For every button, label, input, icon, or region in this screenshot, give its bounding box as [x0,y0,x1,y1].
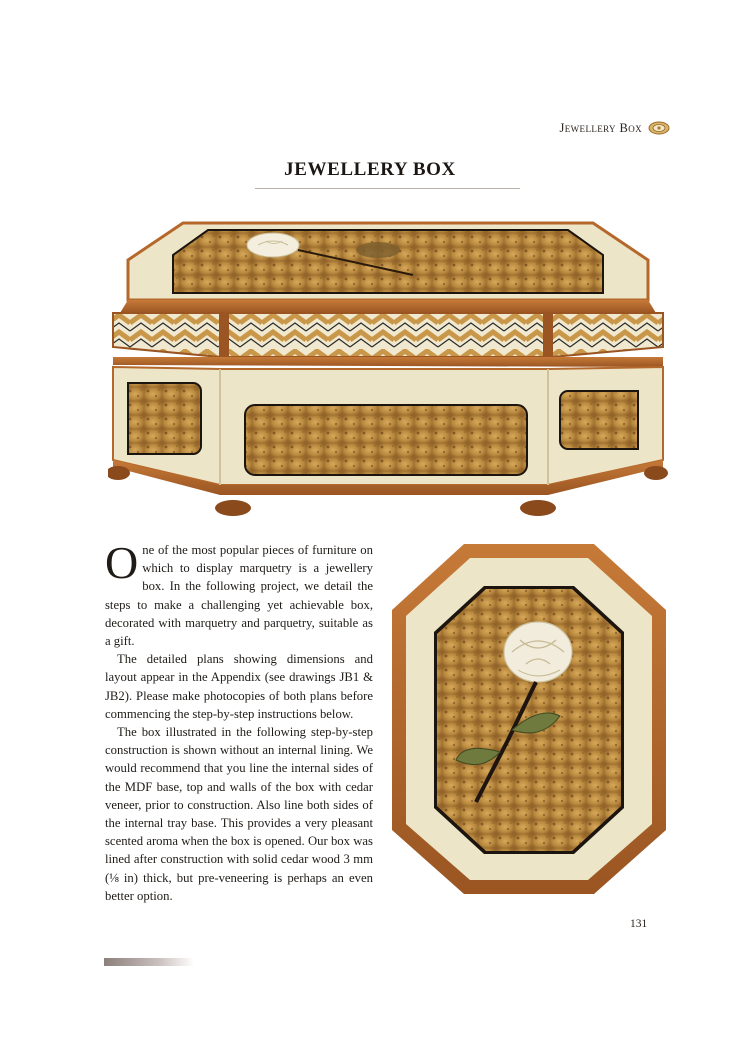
lid-marquetry-photo [388,540,670,898]
title-rule [255,188,520,189]
jewellery-box-photo [108,205,668,535]
running-head-label: Jewellery Box [559,120,642,135]
running-head [520,118,670,138]
body-text [105,537,373,905]
paragraph-1-text: ne of the most popular pieces of furniture on which to display marquetry is a jewellery box. In the following project, we detail the steps to make a challenging yet achievable box, decorated with marquetry and parquetry, suitable as a gift. [105,543,373,649]
paragraph-3: The box illustrated in the following step-by-step construction is shown without an internal lining. We would recommend that you line the internal sides of the MDF base, top and walls of the box with cedar veneer, prior to construction. Also line both sides of the internal tray base. This provides a very pleasant scented aroma when the box is opened. Our box was lined after construction with solid cedar wood 3 mm (⅛ in) thick, but pre-veneering is perhaps an even better option. [105,725,373,903]
scan-edge-mark [104,958,194,966]
drop-cap: O [105,537,139,588]
page-title: JEWELLERY BOX [284,159,456,180]
page-number: 131 [630,918,648,930]
rosette-icon [648,121,670,135]
paragraph-1 [105,537,373,650]
paragraph-2: The detailed plans showing dimensions and layout appear in the Appendix (see drawings JB1 & JB2). Please make photocopies of both plans before commencing the step-by-step instructions below. [105,652,373,721]
